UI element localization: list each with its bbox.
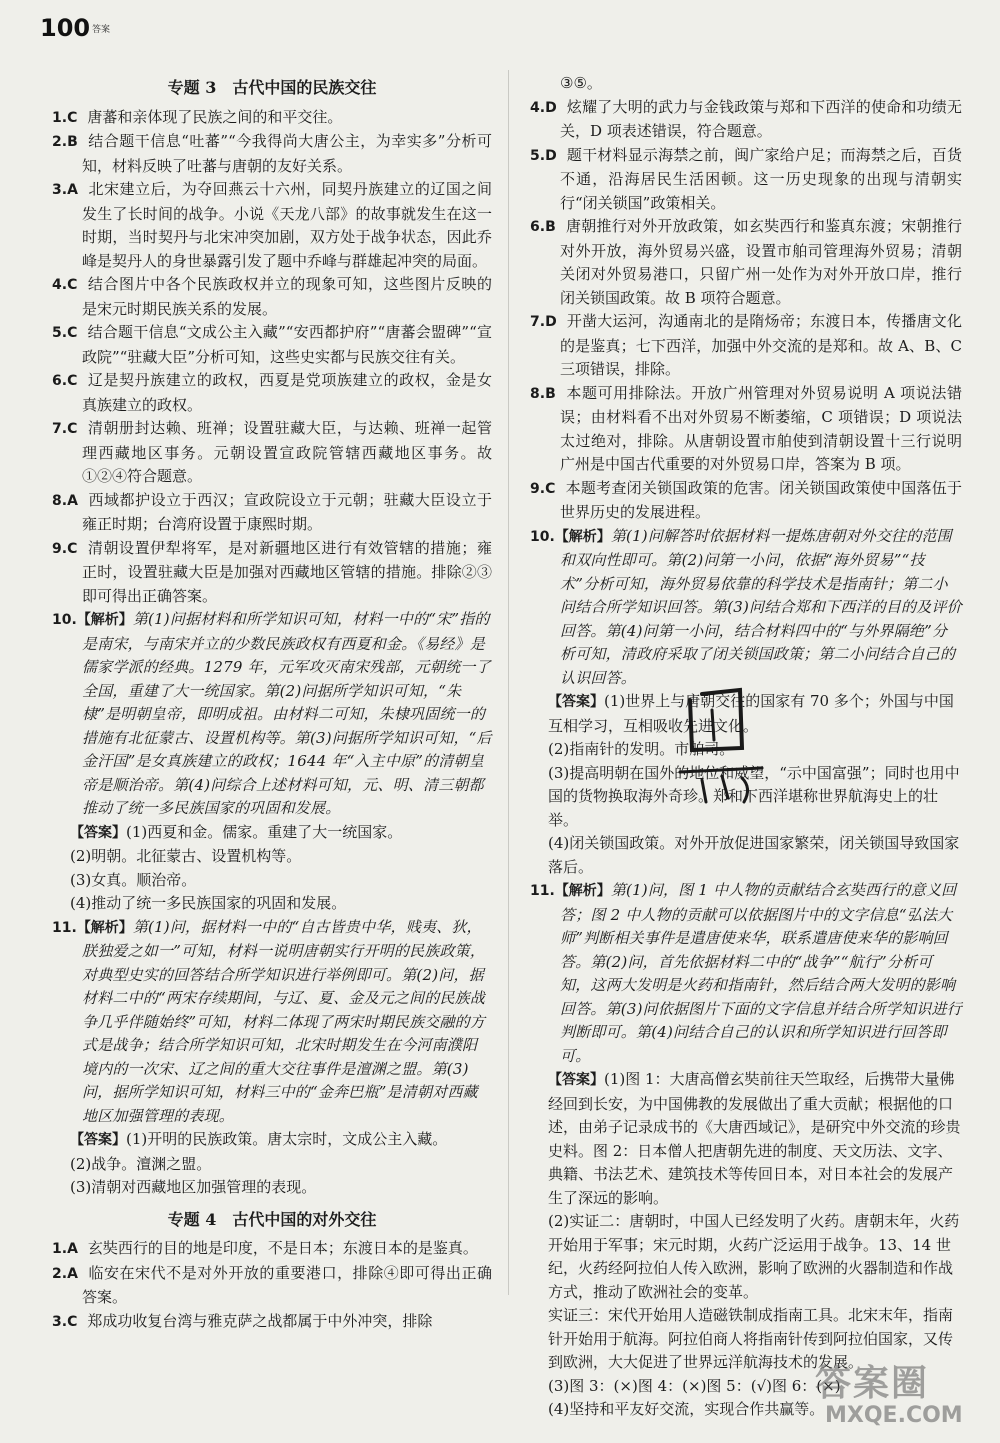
item-text: 清朝设置伊犁将军，是对新疆地区进行有效管辖的措施；雍正时，设置驻藏大臣是加强对西藏地区管辖的措施。排除②③即可得出正确答案。 (82, 538, 492, 605)
answer-item (530, 382, 962, 477)
item-number: 1. (52, 109, 68, 126)
item-text: 西域都护设立于西汉；宣政院设立于元朝；驻藏大臣设立于雍正时期；台湾府设置于康熙时期。 (82, 490, 492, 533)
item-text: 唐蕃和亲体现了民族之间的和平交往。 (87, 107, 343, 126)
answer-line: (3)提高明朝在国外的地位和威望，“示中国富强”；同时也用中国的货物换取海外奇珍。郑和下西洋堪称世界航海史上的壮举。 (548, 763, 960, 829)
q10-analysis (530, 525, 962, 691)
answer-item (52, 369, 492, 417)
item-number: 4. (530, 99, 546, 116)
analysis-text: 第(1)问，据材料一中的“自古皆贵中华，贱夷、狄，朕独爱之如一”可知，材料一说明唐朝实行开明的民族政策，对典型史实的回答结合所学知识进行举例即可。第(2)问，据材料二中的“两宋存续期间，与辽、夏、金及元之间的民族战争几乎伴随始终”可知，材料二体现了两宋时期民族交融的方式是战争；结合所学知识可知，北宋时期发生在今河南濮阳境内的一次宋、辽之间的重大交往事件是澶渊之盟。第(3)问，据所学知识可知，材料三中的“金奔巴瓶”是清朝对西藏地区加强管理的表现。 (82, 917, 486, 1125)
item-number: 9. (52, 540, 68, 557)
answer-line: (2)明朝。北征蒙古、设置机构等。 (70, 847, 302, 865)
answer-item (52, 106, 492, 131)
item-answer: C (67, 109, 78, 126)
item-text: 唐朝推行对外开放政策，如玄奘西行和鉴真东渡；宋朝推行对外开放，海外贸易兴盛，设置市舶司管理海外贸易；清朝关闭对外贸易港口，只留广州一处作为对外开放口岸，推行闭关锁国政策。故 B 项符合题意。 (560, 217, 962, 307)
answer-item (52, 1237, 492, 1262)
page-number: 100 (40, 14, 91, 42)
q10-analysis (52, 608, 492, 821)
item-text: 结合图片中各个民族政权并立的现象可知，这些图片反映的是宋元时期民族关系的发展。 (82, 275, 492, 318)
q11-analysis (52, 916, 492, 1129)
item-number: 1. (52, 1241, 68, 1257)
analysis-label: 【解析】 (76, 919, 133, 936)
answer-line (70, 821, 492, 846)
question-11 (530, 879, 962, 1422)
item-number: 5. (52, 325, 68, 341)
answer-item (52, 417, 492, 489)
item-number: 4. (52, 277, 68, 293)
answer-line: (2)实证二：唐朝时，中国人已经发明了火药。唐朝末年，火药开始用于军事；宋元时期，火药广泛运用于战争。13、14 世纪，火药经阿拉伯人传入欧洲，影响了欧洲的火器制造和作战方式，推动了欧洲社会的变革。 (548, 1212, 960, 1301)
item-text: 玄奘西行的目的地是印度，不是日本；东渡日本的是鉴真。 (87, 1239, 478, 1257)
analysis-text: 第(1)问，图 1 中人物的贡献结合玄奘西行的意义回答；图 2 中人物的贡献可以依据图片中的文字信息“弘法大师”判断相关事件是遣唐使来华，联系遣唐使来华的影响回答。第(2)问，首先依据材料二中的“战争”“航行”分析可知，这两大发明是火药和指南针，然后结合两大发明的影响回答。第(3)问依据图片下面的文字信息并结合所学知识进行判断即可。第(4)问结合自己的认识和所学知识进行回答即可。 (560, 881, 962, 1065)
item-answer: D (545, 99, 557, 116)
item-text: 辽是契丹族建立的政权，西夏是党项族建立的政权，金是女真族建立的政权。 (82, 371, 492, 414)
item-answer: B (545, 385, 556, 402)
answer-item (530, 96, 962, 144)
item-text: 本题考查闭关锁国政策的危害。闭关锁国政策使中国落伍于世界历史的发展进程。 (560, 478, 962, 521)
item-number: 3. (52, 182, 68, 198)
answer-line: (4)推动了统一多民族国家的巩固和发展。 (70, 894, 347, 912)
item-number: 9. (530, 480, 546, 497)
item-answer: C (67, 325, 78, 341)
answer-line (548, 1068, 962, 1210)
analysis-text: 第(1)问解答时依据材料一提炼唐朝对外交往的范围和双向性即可。第(2)问第一小问，依据“海外贸易”“技术”分析可知，海外贸易依靠的科学技术是指南针；第二小问结合所学知识回答。第(3)问结合郑和下西洋的目的及评价回答。第(4)问第一小问，结合材料四中的“与外界隔绝”分析可知，清政府采取了闭关锁国政策；第二小问结合自己的认识回答。 (560, 526, 962, 687)
answer-item (52, 1310, 492, 1335)
topic-4-title: 专题 4 古代中国的对外交往 (167, 1209, 377, 1229)
answer-item (52, 273, 492, 321)
answer-text: (1)世界上与唐朝交往的国家有 70 多个；外国与中国互相学习，互相吸收先进文化。 (548, 692, 954, 735)
q10-answers (52, 821, 492, 916)
answer-line: (3)图 3：(×)图 4：(×)图 5：(√)图 6：(×) (548, 1376, 841, 1395)
q11-answers (52, 1128, 492, 1200)
item-text: 清朝册封达赖、班禅；设置驻藏大臣，与达赖、班禅一起管理西藏地区事务。元朝设置宣政院管辖西藏地区事务。故①②④符合题意。 (82, 419, 492, 485)
item-text: 临安在宋代不是对外开放的重要港口，排除④即可得出正确答案。 (82, 1263, 492, 1306)
q11-analysis (530, 879, 962, 1068)
question-11 (52, 916, 492, 1200)
answer-line: (4)闭关锁国政策。对外开放促进国家繁荣，闭关锁国导致国家落后。 (548, 834, 960, 876)
item-text: 郑成功收复台湾与雅克萨之战都属于中外冲突，排除 (87, 1311, 433, 1330)
answer-item (52, 130, 492, 178)
analysis-label: 【解析】 (554, 883, 611, 899)
watermark-text: 答案圈 (815, 1363, 930, 1404)
answer-item (530, 144, 962, 216)
answer-item (52, 1262, 492, 1310)
topic-3-title: 专题 3 古代中国的民族交往 (167, 78, 377, 97)
answer-item (530, 477, 962, 525)
item-text: 北宋建立后，为夺回燕云十六州，同契丹族建立的辽国之间发生了长时间的战争。小说《天龙八部》的故事就发生在这一时期，当时契丹与北宋冲突加剧，双方处于战争状态，因此乔峰是契丹人的身世暴露引发了题中乔峰与群雄起冲突的局面。 (82, 180, 492, 270)
answer-text: (1)西夏和金。儒家。重建了大一统国家。 (126, 822, 403, 841)
pen-scribble-mark (672, 680, 782, 810)
answer-label: 【答案】 (548, 694, 604, 710)
answer-item (52, 489, 492, 537)
item-answer: C (67, 540, 78, 557)
answer-text: (1)图 1：大唐高僧玄奘前往天竺取经，后携带大量佛经回到长安，为中国佛教的发展做出了重大贡献；根据他的口述，由弟子记录成书的《大唐西域记》，是研究中外交流的珍贵史料。图 2：日本僧人把唐朝先进的制度、天文历法、文字、典籍、书法艺术、建筑技术等传回日本，对日本社会的发展产生了深远的影响。 (548, 1070, 961, 1207)
answer-line: 实证三：宋代开始用人造磁铁制成指南工具。北宋末年，指南针开始用于航海。阿拉伯商人将指南针传到阿拉伯国家，又传到欧洲，大大促进了世界远洋航海技术的发展。 (548, 1306, 954, 1371)
column-divider (508, 70, 509, 1295)
item-answer: C (67, 421, 78, 437)
item-answer: D (545, 147, 557, 164)
item-text: 结合题干信息“吐蕃”“今我得尚大唐公主，为幸实多”分析可知，材料反映了吐蕃与唐朝的友好关系。 (82, 132, 492, 175)
page-tag: 答案 (92, 25, 111, 35)
answer-item (52, 537, 492, 609)
answer-line: (4)坚持和平友好交流，实现合作共赢等。 (548, 1400, 825, 1418)
left-column (52, 72, 492, 1334)
item-number: 10. (530, 528, 555, 545)
item-number: 3. (52, 1313, 68, 1330)
answer-line: (2)指南针的发明。市舶司。 (548, 740, 735, 758)
item-text: 本题可用排除法。开放广州管理对外贸易说明 A 项说法错误；由材料看不出对外贸易不断萎缩，C 项错误；D 项说法太过绝对，排除。从唐朝设置市舶使到清朝设置十三行说明广州是中国古代重要的对外贸易口岸，答案为 B 项。 (560, 383, 962, 473)
item-text: 结合题干信息“文成公主入藏”“安西都护府”“唐蕃会盟碑”“宣政院”“驻藏大臣”分析可知，这些史实都与民族交往有关。 (82, 323, 492, 366)
item-answer: C (67, 277, 78, 293)
item-number: 2. (52, 134, 68, 150)
item-answer: C (545, 480, 556, 497)
watermark-logo (815, 1355, 990, 1435)
answer-item (52, 178, 492, 273)
answer-line: (3)女真。顺治帝。 (70, 870, 197, 889)
answer-label: 【答案】 (70, 824, 126, 841)
item-number: 7. (530, 314, 546, 330)
analysis-label: 【解析】 (554, 528, 611, 545)
item-text: 题干材料显示海禁之前，闽广家给户足；而海禁之后，百货不通，沿海居民生活困顿。这一历史现象的出现与清朝实行“闭关锁国”政策相关。 (560, 145, 962, 212)
item-number: 7. (52, 421, 68, 437)
item-number: 11. (530, 883, 555, 899)
item-number: 11. (52, 919, 77, 936)
answer-text: (1)开明的民族政策。唐太宗时，文成公主入藏。 (126, 1130, 448, 1148)
item-answer: B (67, 134, 78, 150)
answer-item (530, 215, 962, 310)
item-number: 6. (530, 219, 546, 235)
answer-label: 【答案】 (70, 1132, 126, 1148)
continuation-text: ③⑤。 (560, 74, 602, 92)
item-answer: B (545, 219, 556, 235)
item-answer: A (67, 1265, 78, 1282)
item-number: 2. (52, 1265, 68, 1282)
item-answer: A (67, 492, 78, 509)
answer-line: (2)战争。澶渊之盟。 (70, 1154, 212, 1173)
analysis-label: 【解析】 (76, 612, 133, 628)
item-number: 8. (530, 385, 546, 402)
item-answer: C (67, 373, 78, 389)
answer-line (70, 1128, 492, 1153)
item-number: 6. (52, 373, 68, 389)
item-number: 8. (52, 492, 68, 509)
item-answer: A (67, 1241, 78, 1257)
analysis-text: 第(1)问据材料和所学知识可知，材料一中的“宋”指的是南宋，与南宋并立的少数民族政权有西夏和金。《易经》是儒家学派的经典。1279 年，元军攻灭南宋残部，元朝统一了全国，重建了大一统国家。第(2)问据所学知识可知，“朱棣”是明朝皇帝，即明成祖。由材料二可知，朱棣巩固统一的措施有北征蒙古、设置机构等。第(3)问据所学知识可知，“后金汗国”是女真族建立的政权；1644 年“入主中原”的清朝皇帝是顺治帝。第(4)问综合上述材料可知，元、明、清三朝都推动了统一多民族国家的巩固和发展。 (82, 610, 492, 817)
item-answer: C (67, 1313, 78, 1330)
answer-line: (3)清朝对西藏地区加强管理的表现。 (70, 1178, 317, 1196)
item-number: 10. (52, 612, 77, 628)
watermark-url: MXQE.COM (825, 1403, 963, 1428)
item-text: 炫耀了大明的武力与金钱政策与郑和下西洋的使命和功绩无关，D 项表述错误，符合题意。 (560, 97, 962, 140)
item-text: 开凿大运河，沟通南北的是隋炀帝；东渡日本，传播唐文化的是鉴真；七下西洋，加强中外交流的是郑和。故 A、B、C 三项错误，排除。 (560, 312, 962, 378)
answer-item (52, 321, 492, 369)
answer-label: 【答案】 (548, 1072, 604, 1088)
item-number: 5. (530, 147, 546, 164)
item-answer: D (545, 314, 557, 330)
question-10 (52, 608, 492, 916)
item-answer: A (67, 182, 78, 198)
answer-item (530, 310, 962, 382)
